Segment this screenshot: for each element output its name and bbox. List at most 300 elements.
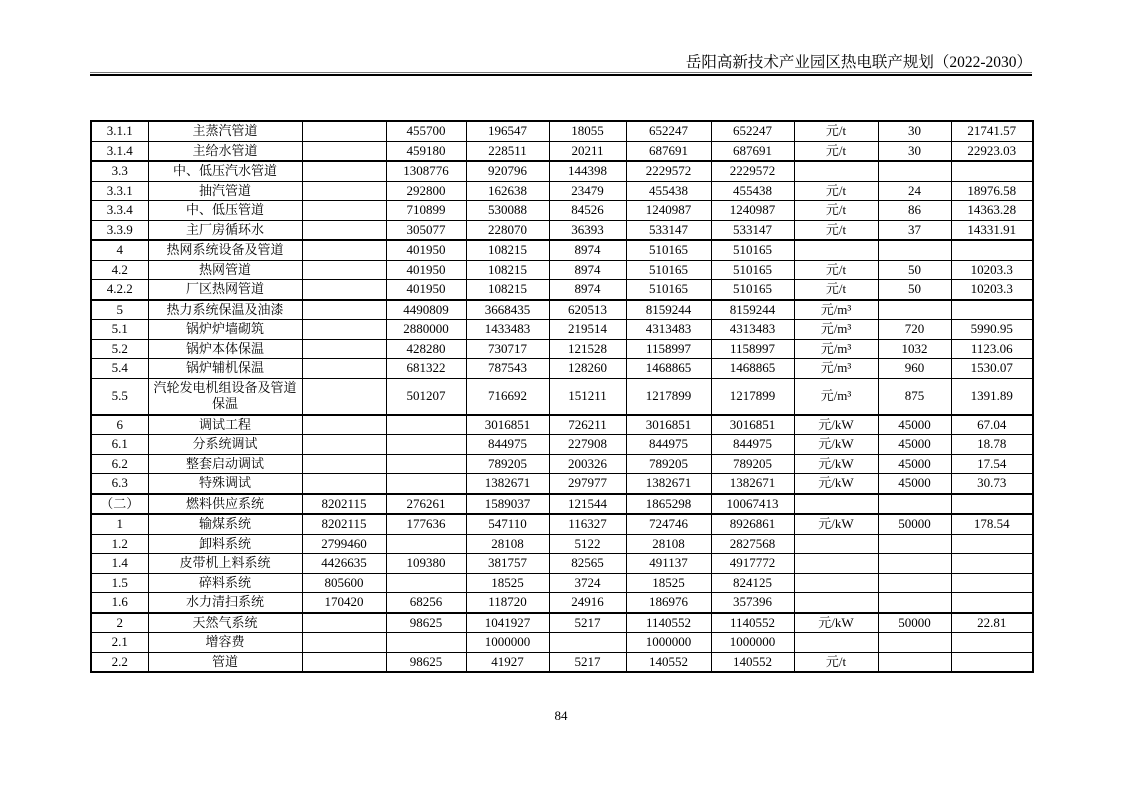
value-cell [302,339,386,359]
value-cell: 491137 [626,554,711,574]
row-name-cell: 输煤系统 [148,514,302,534]
value-cell [878,534,951,554]
row-code-cell: 2.1 [91,633,148,653]
value-cell: 789205 [711,454,794,474]
value-cell: 151211 [549,378,626,415]
row-name-cell: 主厂房循环水 [148,220,302,240]
row-name-cell: 碎料系统 [148,573,302,593]
value-cell: 118720 [466,593,549,613]
value-cell: 1158997 [711,339,794,359]
value-cell: 128260 [549,359,626,379]
value-cell: 177636 [386,514,466,534]
value-cell [302,220,386,240]
value-cell [951,300,1033,320]
value-cell: 1217899 [711,378,794,415]
value-cell: 805600 [302,573,386,593]
row-name-cell: 热网管道 [148,260,302,280]
value-cell: 196547 [466,121,549,141]
value-cell: 108215 [466,260,549,280]
unit-cell [794,240,878,260]
value-cell: 455438 [626,181,711,201]
row-code-cell: 4.2.2 [91,280,148,300]
unit-cell [794,633,878,653]
row-code-cell: 4.2 [91,260,148,280]
table-row [91,514,1033,534]
value-cell: 109380 [386,554,466,574]
value-cell: 22923.03 [951,141,1033,161]
unit-cell: 元/kW [794,474,878,494]
row-code-cell: 1.6 [91,593,148,613]
value-cell: 1000000 [466,633,549,653]
table-row [91,161,1033,181]
value-cell: 140552 [711,652,794,672]
row-code-cell: 6.2 [91,454,148,474]
unit-cell: 元/m³ [794,320,878,340]
value-cell: 2229572 [626,161,711,181]
value-cell: 716692 [466,378,549,415]
value-cell [386,573,466,593]
value-cell: 20211 [549,141,626,161]
value-cell [302,415,386,435]
value-cell [878,300,951,320]
value-cell: 3016851 [711,415,794,435]
row-name-cell: 中、低压汽水管道 [148,161,302,181]
value-cell: 8159244 [711,300,794,320]
value-cell: 681322 [386,359,466,379]
value-cell [302,652,386,672]
value-cell: 36393 [549,220,626,240]
value-cell: 730717 [466,339,549,359]
row-code-cell: 3.3 [91,161,148,181]
value-cell: 8974 [549,260,626,280]
unit-cell [794,494,878,515]
value-cell: 178.54 [951,514,1033,534]
value-cell: 98625 [386,613,466,633]
row-name-cell: 汽轮发电机组设备及管道保温 [148,378,302,415]
value-cell: 1391.89 [951,378,1033,415]
value-cell: 357396 [711,593,794,613]
value-cell [951,494,1033,515]
row-name-cell: 特殊调试 [148,474,302,494]
value-cell: 86 [878,201,951,221]
row-name-cell: 热力系统保温及油漆 [148,300,302,320]
value-cell: 652247 [626,121,711,141]
value-cell: 787543 [466,359,549,379]
row-name-cell: 锅炉本体保温 [148,339,302,359]
value-cell [302,141,386,161]
value-cell: 844975 [711,435,794,455]
value-cell: 3016851 [626,415,711,435]
row-name-cell: 天然气系统 [148,613,302,633]
value-cell: 82565 [549,554,626,574]
value-cell: 4313483 [711,320,794,340]
value-cell: 1382671 [711,474,794,494]
cost-table [90,120,1034,673]
row-code-cell: 2 [91,613,148,633]
value-cell: 219514 [549,320,626,340]
value-cell: 1140552 [626,613,711,633]
table-row [91,240,1033,260]
value-cell [386,474,466,494]
value-cell [386,534,466,554]
value-cell [302,260,386,280]
unit-cell: 元/t [794,652,878,672]
value-cell: 121528 [549,339,626,359]
value-cell: 18976.58 [951,181,1033,201]
value-cell: 45000 [878,474,951,494]
value-cell: 724746 [626,514,711,534]
value-cell [878,573,951,593]
table-row [91,593,1033,613]
value-cell: 8159244 [626,300,711,320]
table-row [91,652,1033,672]
row-name-cell: 调试工程 [148,415,302,435]
row-name-cell: 增容费 [148,633,302,653]
row-code-cell: 4 [91,240,148,260]
table-row [91,121,1033,141]
value-cell: 4917772 [711,554,794,574]
value-cell: 960 [878,359,951,379]
value-cell [878,633,951,653]
value-cell: 10203.3 [951,280,1033,300]
table-row [91,320,1033,340]
value-cell: 1217899 [626,378,711,415]
value-cell: 30 [878,121,951,141]
value-cell: 18525 [626,573,711,593]
value-cell: 292800 [386,181,466,201]
value-cell: 2827568 [711,534,794,554]
unit-cell [794,593,878,613]
value-cell: 170420 [302,593,386,613]
row-name-cell: 抽汽管道 [148,181,302,201]
value-cell: 108215 [466,240,549,260]
unit-cell [794,554,878,574]
row-code-cell: 1 [91,514,148,534]
unit-cell: 元/t [794,141,878,161]
value-cell: 1140552 [711,613,794,633]
value-cell: 2229572 [711,161,794,181]
table-row [91,300,1033,320]
value-cell [951,573,1033,593]
table-row [91,454,1033,474]
value-cell: 1308776 [386,161,466,181]
value-cell: 687691 [626,141,711,161]
value-cell [386,435,466,455]
value-cell: 501207 [386,378,466,415]
value-cell: 45000 [878,435,951,455]
cost-table-body [91,121,1033,672]
value-cell: 1041927 [466,613,549,633]
value-cell: 401950 [386,260,466,280]
value-cell: 1240987 [711,201,794,221]
value-cell: 24 [878,181,951,201]
value-cell [302,359,386,379]
value-cell: 116327 [549,514,626,534]
value-cell: 50000 [878,514,951,534]
value-cell [878,494,951,515]
row-code-cell: 6 [91,415,148,435]
row-code-cell: 5.5 [91,378,148,415]
value-cell: 162638 [466,181,549,201]
value-cell [951,240,1033,260]
table-row [91,220,1033,240]
unit-cell [794,534,878,554]
row-name-cell: 分系统调试 [148,435,302,455]
value-cell [302,201,386,221]
row-code-cell: 2.2 [91,652,148,672]
table-row [91,633,1033,653]
unit-cell: 元/t [794,220,878,240]
value-cell [878,593,951,613]
header-rule [90,72,1032,76]
unit-cell: 元/m³ [794,339,878,359]
value-cell: 1240987 [626,201,711,221]
row-code-cell: 5 [91,300,148,320]
value-cell [302,613,386,633]
value-cell: 84526 [549,201,626,221]
value-cell: 1865298 [626,494,711,515]
row-code-cell: 1.4 [91,554,148,574]
row-name-cell: 管道 [148,652,302,672]
value-cell: 3016851 [466,415,549,435]
unit-cell: 元/t [794,201,878,221]
value-cell: 510165 [711,280,794,300]
value-cell [302,280,386,300]
row-name-cell: 中、低压管道 [148,201,302,221]
table-row [91,554,1033,574]
value-cell: 547110 [466,514,549,534]
value-cell [302,300,386,320]
value-cell: 1382671 [626,474,711,494]
value-cell: 1468865 [626,359,711,379]
row-name-cell: 锅炉炉墙砌筑 [148,320,302,340]
value-cell: 401950 [386,280,466,300]
value-cell: 8974 [549,280,626,300]
value-cell: 200326 [549,454,626,474]
value-cell [951,554,1033,574]
value-cell [302,181,386,201]
value-cell: 140552 [626,652,711,672]
value-cell [878,240,951,260]
table-row [91,435,1033,455]
value-cell: 455700 [386,121,466,141]
value-cell: 533147 [626,220,711,240]
value-cell: 228511 [466,141,549,161]
value-cell: 2799460 [302,534,386,554]
value-cell: 5217 [549,652,626,672]
row-name-cell: 卸料系统 [148,534,302,554]
value-cell: 10067413 [711,494,794,515]
value-cell: 510165 [626,260,711,280]
value-cell: 381757 [466,554,549,574]
value-cell: 297977 [549,474,626,494]
value-cell [386,633,466,653]
table-row [91,534,1033,554]
row-code-cell: 5.4 [91,359,148,379]
value-cell: 720 [878,320,951,340]
row-name-cell: 锅炉辅机保温 [148,359,302,379]
value-cell: 121544 [549,494,626,515]
value-cell: 1530.07 [951,359,1033,379]
value-cell: 67.04 [951,415,1033,435]
value-cell: 2880000 [386,320,466,340]
row-code-cell: 6.3 [91,474,148,494]
value-cell: 533147 [711,220,794,240]
value-cell [302,454,386,474]
value-cell: 18525 [466,573,549,593]
value-cell [302,240,386,260]
value-cell: 1032 [878,339,951,359]
value-cell: 305077 [386,220,466,240]
table-row [91,474,1033,494]
row-code-cell: （二） [91,494,148,515]
value-cell: 50 [878,260,951,280]
value-cell: 4313483 [626,320,711,340]
value-cell [951,633,1033,653]
value-cell: 41927 [466,652,549,672]
row-code-cell: 3.1.1 [91,121,148,141]
value-cell: 1123.06 [951,339,1033,359]
value-cell: 144398 [549,161,626,181]
row-code-cell: 5.2 [91,339,148,359]
value-cell: 687691 [711,141,794,161]
value-cell: 23479 [549,181,626,201]
unit-cell [794,573,878,593]
table-row [91,260,1033,280]
value-cell: 8202115 [302,514,386,534]
value-cell: 8974 [549,240,626,260]
row-code-cell: 1.2 [91,534,148,554]
table-row [91,573,1033,593]
value-cell: 18.78 [951,435,1033,455]
value-cell: 5122 [549,534,626,554]
value-cell: 108215 [466,280,549,300]
value-cell [878,554,951,574]
value-cell: 5217 [549,613,626,633]
value-cell: 45000 [878,415,951,435]
value-cell [302,378,386,415]
value-cell: 510165 [626,280,711,300]
value-cell: 186976 [626,593,711,613]
unit-cell: 元/t [794,181,878,201]
value-cell: 875 [878,378,951,415]
unit-cell: 元/kW [794,435,878,455]
value-cell [302,435,386,455]
value-cell: 276261 [386,494,466,515]
unit-cell: 元/t [794,260,878,280]
value-cell: 726211 [549,415,626,435]
value-cell: 228070 [466,220,549,240]
value-cell: 652247 [711,121,794,141]
row-name-cell: 水力清扫系统 [148,593,302,613]
value-cell [302,633,386,653]
unit-cell: 元/m³ [794,378,878,415]
row-name-cell: 主蒸汽管道 [148,121,302,141]
value-cell: 428280 [386,339,466,359]
value-cell: 68256 [386,593,466,613]
value-cell: 824125 [711,573,794,593]
unit-cell: 元/t [794,121,878,141]
value-cell: 1433483 [466,320,549,340]
value-cell [549,633,626,653]
value-cell: 510165 [711,260,794,280]
value-cell: 4490809 [386,300,466,320]
value-cell: 17.54 [951,454,1033,474]
row-name-cell: 热网系统设备及管道 [148,240,302,260]
row-name-cell: 主给水管道 [148,141,302,161]
value-cell [302,320,386,340]
value-cell: 14363.28 [951,201,1033,221]
unit-cell [794,161,878,181]
table-row [91,378,1033,415]
value-cell: 1158997 [626,339,711,359]
value-cell: 1382671 [466,474,549,494]
value-cell: 30.73 [951,474,1033,494]
value-cell: 28108 [626,534,711,554]
unit-cell: 元/t [794,280,878,300]
value-cell: 30 [878,141,951,161]
value-cell: 8926861 [711,514,794,534]
row-name-cell: 皮带机上料系统 [148,554,302,574]
value-cell [951,652,1033,672]
value-cell: 3668435 [466,300,549,320]
value-cell: 50000 [878,613,951,633]
row-code-cell: 3.1.4 [91,141,148,161]
value-cell: 21741.57 [951,121,1033,141]
row-code-cell: 6.1 [91,435,148,455]
value-cell: 45000 [878,454,951,474]
value-cell: 3724 [549,573,626,593]
value-cell [302,121,386,141]
row-code-cell: 3.3.4 [91,201,148,221]
value-cell: 14331.91 [951,220,1033,240]
row-code-cell: 3.3.9 [91,220,148,240]
value-cell: 710899 [386,201,466,221]
value-cell: 4426635 [302,554,386,574]
value-cell: 1000000 [626,633,711,653]
unit-cell: 元/kW [794,454,878,474]
table-row [91,181,1033,201]
table-row [91,494,1033,515]
value-cell [302,161,386,181]
value-cell: 1468865 [711,359,794,379]
table-row [91,201,1033,221]
value-cell: 844975 [626,435,711,455]
value-cell: 98625 [386,652,466,672]
value-cell: 8202115 [302,494,386,515]
value-cell: 18055 [549,121,626,141]
value-cell: 10203.3 [951,260,1033,280]
value-cell: 1000000 [711,633,794,653]
row-code-cell: 5.1 [91,320,148,340]
value-cell [878,161,951,181]
page-header-title: 岳阳高新技术产业园区热电联产规划（2022-2030） [685,54,1032,71]
unit-cell: 元/m³ [794,359,878,379]
value-cell [878,652,951,672]
unit-cell: 元/kW [794,415,878,435]
row-name-cell: 整套启动调试 [148,454,302,474]
value-cell: 920796 [466,161,549,181]
value-cell: 5990.95 [951,320,1033,340]
value-cell: 789205 [466,454,549,474]
row-code-cell: 1.5 [91,573,148,593]
value-cell: 455438 [711,181,794,201]
value-cell: 789205 [626,454,711,474]
value-cell: 50 [878,280,951,300]
value-cell [302,474,386,494]
table-row [91,280,1033,300]
value-cell: 510165 [711,240,794,260]
